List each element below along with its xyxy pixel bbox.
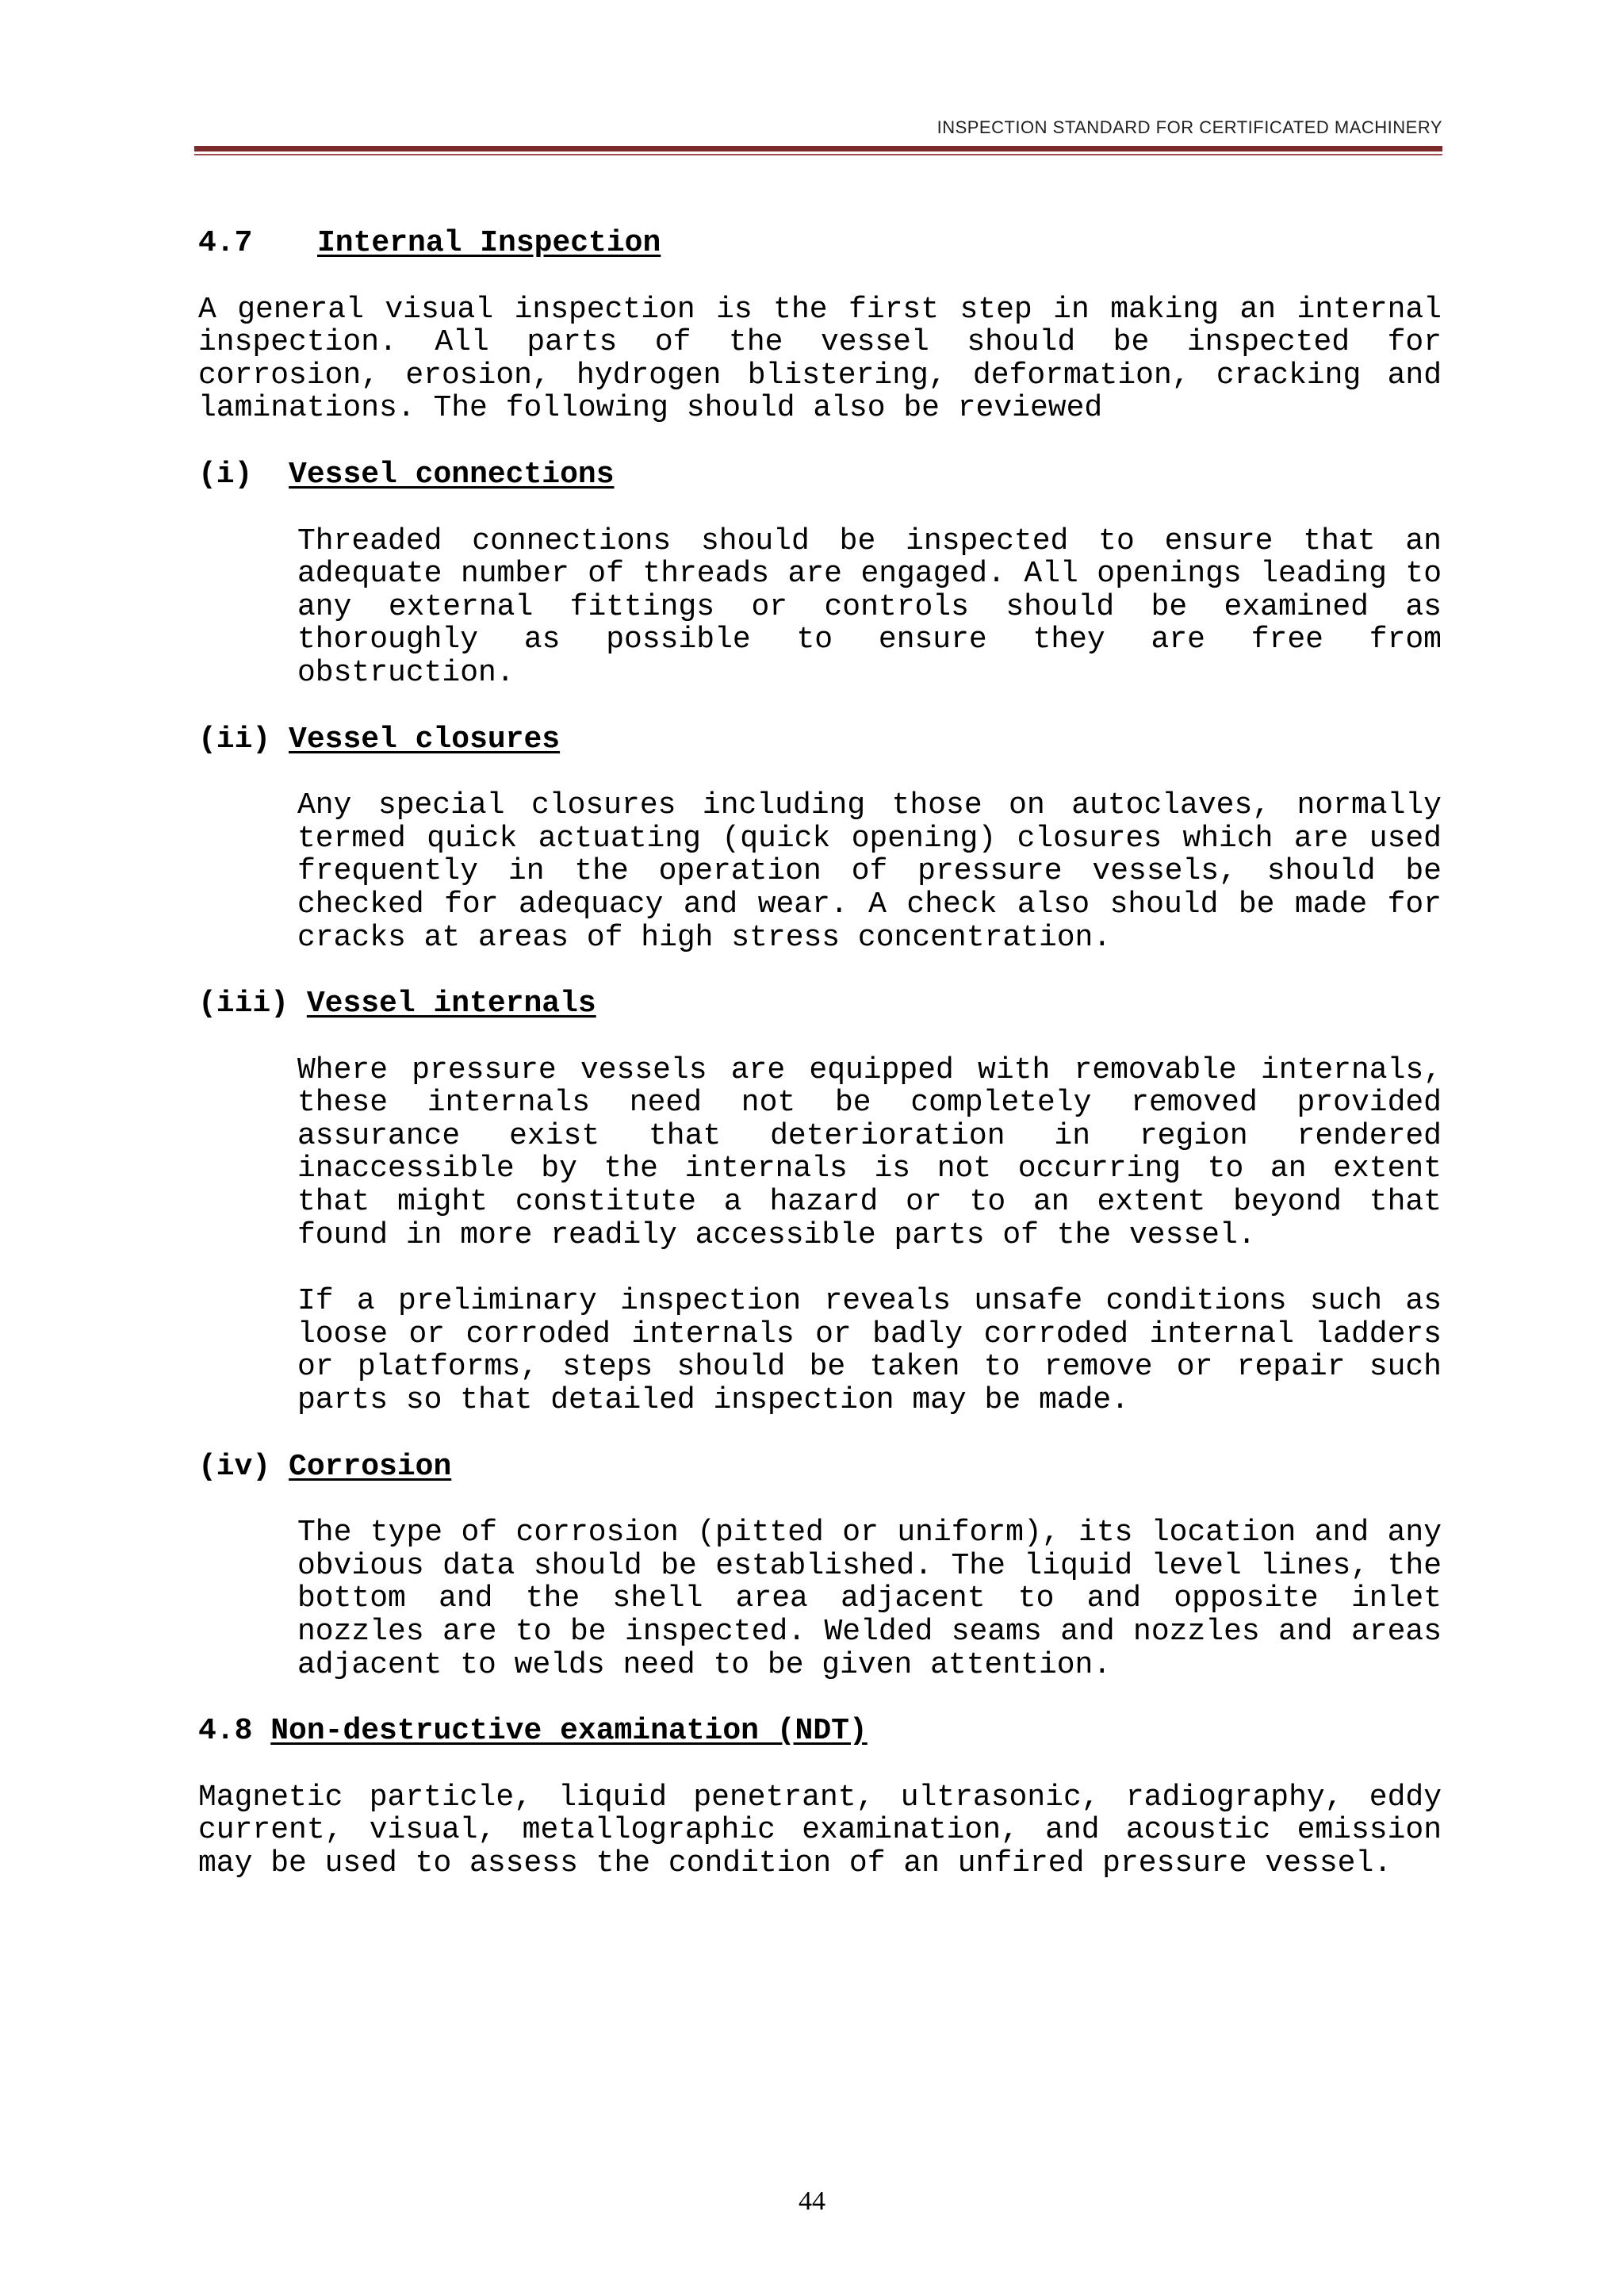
subsection-title: Vessel internals [306,987,596,1022]
running-header: INSPECTION STANDARD FOR CERTIFICATED MACHINERY [936,117,1442,137]
header-rule-thin [194,154,1442,155]
subsection-title: Vessel closures [289,722,561,757]
section-title: Non-destructive examination (NDT) [270,1714,868,1749]
section-intro-paragraph: A general visual inspection is the first step in making an internal inspection. All parts of the vessel should be inspected for corrosion, erosion, hydrogen blistering, deformation, cracking and laminations. The following should also be reviewed [198,292,1442,426]
subsection-paragraph: Where pressure vessels are equipped with removable internals, these internals need not be completely removed provided assurance exist that deterioration in region rendered inaccessible by the internals is not occurring to an extent that might constitute a hazard or to an extent beyond that found in more readily accessible parts of the vessel. [297,1052,1442,1252]
section-title: Internal Inspection [317,226,661,260]
header-rule-thick [194,146,1442,151]
section-heading-4-8 [198,1715,1442,1748]
subsection-heading-vessel-connections [198,458,1442,492]
subsection-title: Vessel connections [289,457,615,492]
subsection-heading-vessel-internals [198,987,1442,1021]
subsection-paragraph: Any special closures including those on autoclaves, normally termed quick actuating (quick opening) closures which are used frequently in the operation of pressure vessels, should be checked for adequacy and wear. A check also should be made for cracks at areas of high stress concentration. [297,788,1442,955]
section-heading-4-7 [198,227,1442,260]
page-number: 44 [799,2187,825,2216]
section-number: 4.7 [198,226,253,260]
subsection-heading-vessel-closures [198,723,1442,757]
subsection-heading-corrosion [198,1451,1442,1484]
section-body-paragraph: Magnetic particle, liquid penetrant, ultrasonic, radiography, eddy current, visual, metallographic examination, and acoustic emission may be used to assess the condition of an unfired pressure vessel. [198,1780,1442,1880]
subsection-paragraph: The type of corrosion (pitted or uniform), its location and any obvious data should be established. The liquid level lines, the bottom and the shell area adjacent to and opposite inlet nozzles are to be inspected. Welded seams and nozzles and areas adjacent to welds need to be given attention. [297,1516,1442,1682]
subsection-label: (iv) [198,1449,271,1484]
section-number: 4.8 [198,1714,253,1749]
subsection-title: Corrosion [289,1449,452,1484]
subsection-label: (i) [198,457,253,492]
subsection-label: (iii) [198,987,289,1022]
subsection-paragraph: If a preliminary inspection reveals unsafe conditions such as loose or corroded internals or badly corroded internal ladders or platforms, steps should be taken to remove or repair such parts so that detailed inspection may be made. [297,1284,1442,1418]
subsection-label: (ii) [198,722,271,757]
page-content [198,227,1442,1880]
subsection-paragraph: Threaded connections should be inspected to ensure that an adequate number of threads are engaged. All openings leading to any external fittings or controls should be examined as thoroughly as possible to ensure they are free from obstruction. [297,523,1442,690]
